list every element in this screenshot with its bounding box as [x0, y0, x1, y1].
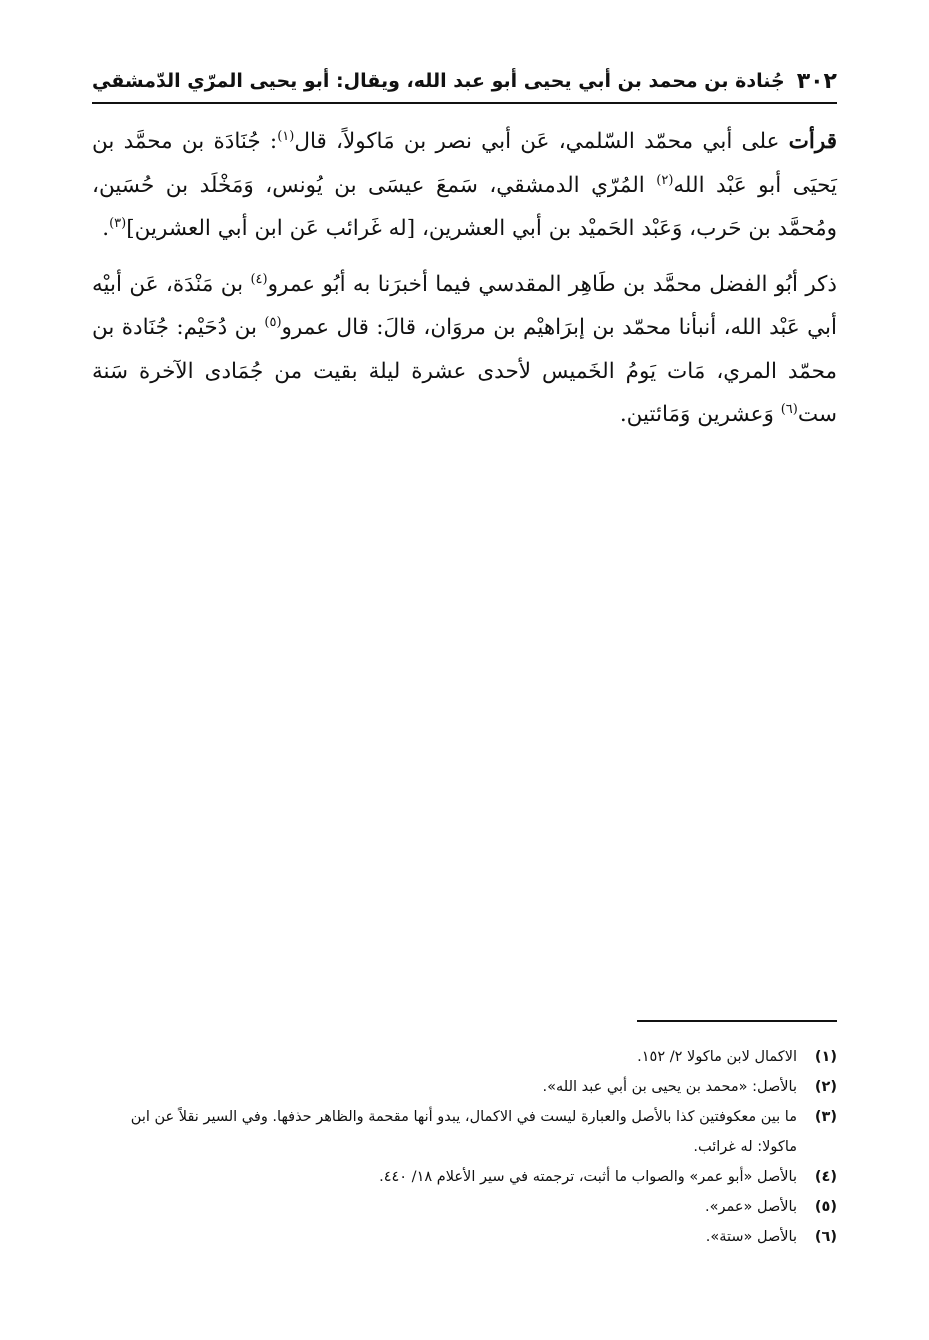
paragraph-1-text: : جُنَادَة بن محمَّد بن يَحيَى أبو عَبْد الله: [92, 129, 837, 198]
main-text: [92, 120, 837, 449]
footnote-item: [87, 1042, 837, 1072]
footnote-item: [87, 1192, 837, 1222]
footnote-text: بالأصل: «محمد بن يحيى بن أبي عبد الله».: [542, 1079, 797, 1095]
paragraph-2-text: بن دُحَيْم: جُنَادة بن محمّد المري، مَات يَومُ الخَميس لأحدى عشرة ليلة بقيت من جُمَادى الآخرة سَنة ست: [92, 315, 837, 427]
paragraph-2-text: وَعشرين وَمَائتين.: [619, 402, 781, 427]
paragraph-1-lead: قرأت: [788, 129, 838, 154]
footnote-ref-5[interactable]: (٥): [264, 314, 282, 330]
footnote-item: [87, 1222, 837, 1252]
page-header: [92, 60, 837, 104]
footnote-number: (٣): [814, 1109, 837, 1125]
footnote-number: (٥): [814, 1199, 837, 1215]
footnote-text: الاكمال لابن ماكولا ٢/ ١٥٢.: [637, 1049, 797, 1065]
paragraph-1-text: .: [102, 216, 110, 241]
page-number: ٣٠٢: [796, 68, 837, 94]
footnote-ref-1[interactable]: (١): [277, 128, 295, 144]
footnote-text: بالأصل «ستة».: [705, 1229, 797, 1245]
paragraph-2-text: بن مَنْدَة، عَن أبيْه أبي عَبْد الله، أنبأنا محمّد بن إبرَاهيْم بن مروَان، قالَ: قال عمرو: [92, 271, 837, 340]
footnote-text: ما بين معكوفتين كذا بالأصل والعبارة ليست في الاكمال، يبدو أنها مقحمة والظاهر حذفها. وفي السير نقلاً عن ابن ماكولا: له غرائب.: [130, 1109, 797, 1155]
paragraph-1-text: على أبي محمّد السّلمي، عَن أبي نصر بن مَاكولاً، قال: [294, 129, 789, 154]
paragraph-1: [92, 120, 837, 251]
running-title: جُنادة بن محمد بن أبي يحيى أبو عبد الله، ويقال: أبو يحيى المرّي الدّمشقي: [92, 70, 785, 92]
footnote-item: [87, 1072, 837, 1102]
footnote-ref-3[interactable]: (٣): [109, 215, 127, 231]
footnote-item: [87, 1102, 837, 1162]
footnote-number: (١): [814, 1049, 837, 1065]
footnote-number: (٤): [814, 1169, 837, 1185]
footnote-ref-6[interactable]: (٦): [780, 401, 798, 417]
footnotes: [87, 1042, 837, 1252]
footnote-number: (٦): [814, 1229, 837, 1245]
footnote-item: [87, 1162, 837, 1192]
paragraph-2-text: ذكر أبُو الفضل محمَّد بن طَاهِر المقدسي فيما أخبرَنا به أبُو عمرو: [267, 271, 837, 297]
footnote-number: (٢): [814, 1079, 837, 1095]
footnote-ref-4[interactable]: (٤): [250, 271, 268, 287]
footnote-text: بالأصل «عمر».: [704, 1199, 797, 1215]
footnote-separator: [637, 1020, 837, 1022]
footnote-text: بالأصل «أبو عمر» والصواب ما أثبت، ترجمته في سير الأعلام ١٨/ ٤٤٠.: [379, 1169, 797, 1185]
paragraph-1-text: المُرّي الدمشقي، سَمعَ عيسَى بن يُونس، وَمَخْلَد بن حُسَين، ومُحمَّد بن حَرب، وَعَبْد الحَميْد بن أبي العشرين، [له غَرائب عَن ابن أبي العشرين]: [92, 172, 837, 241]
paragraph-2: [92, 263, 837, 437]
footnote-ref-2[interactable]: (٢): [656, 172, 674, 188]
